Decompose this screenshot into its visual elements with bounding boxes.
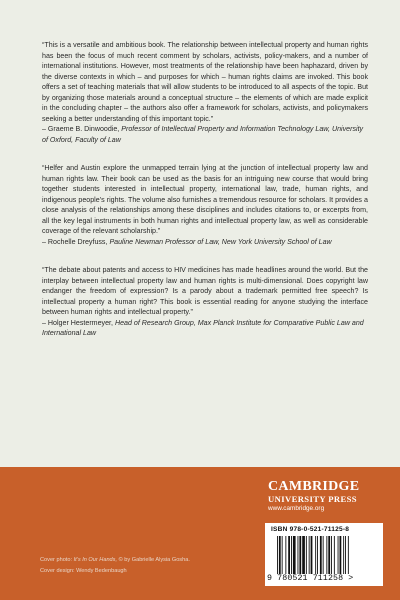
- publisher-name: CAMBRIDGE: [268, 479, 360, 494]
- publisher-subtitle: UNIVERSITY PRESS: [268, 494, 357, 504]
- review-dreyfuss: [42, 163, 368, 247]
- review-quote: “Helfer and Austin explore the unmapped terrain lying at the junction of intellectual property law and human rights law. Their book can be used as the basis for an intriguing new course that would bring together students interested in intellectual property, international law, trade, human rights, and indigenous people’s rights. The volume also furnishes a tremendous resource for scholars. It provides a close analysis of the relationships among these disciplines and includes citations to, or excerpts from, all the key legal instruments in both human rights and intellectual property law, as well as considerable coverage of the relevant scholarship.”: [42, 164, 368, 235]
- review-quote: “The debate about patents and access to HIV medicines has made headlines around the world. But the interplay between intellectual property law and human rights is multi-dimensional. Does copyright law endanger the freedom of expression? Is a parody about a trademark permitted free speech? Is intellectual property a human right? This book is essential reading for anyone studying the interface between human rights and intellectual property.”: [42, 266, 368, 316]
- review-author: – Graeme B. Dinwoodie,: [42, 125, 120, 133]
- review-list: [42, 40, 368, 357]
- cover-credits: [40, 555, 240, 577]
- publisher-logo: [268, 480, 378, 514]
- review-affiliation: Head of Research Group, Max Planck Institute for Comparative Public Law and International Law: [42, 318, 364, 337]
- photo-title: It’s In Our Hands,: [73, 557, 118, 563]
- review-attribution: [42, 124, 368, 145]
- review-author: – Holger Hestermeyer,: [42, 318, 113, 327]
- photo-credit-suffix: © by Gabrielle Alysia Gosha.: [118, 557, 190, 563]
- isbn-label: ISBN 978-0-521-71125-8: [271, 526, 350, 533]
- photo-credit-prefix: Cover photo:: [40, 557, 73, 563]
- publisher-url: www.cambridge.org: [268, 505, 325, 512]
- photo-credit: [40, 555, 240, 566]
- review-quote: “This is a versatile and ambitious book. The relationship between intellectual property and human rights has been the focus of much recent comment by scholars, activists, policy-makers, and a number of international institutions. However, most treatments of the relationship have been haphazard, driven by the diverse contexts in which – and purposes for which – human rights claims are invoked. This book offers a set of teaching materials that will allow students to be introduced to all aspects of the topic. But by organizing those materials around a conceptual structure – the elements of which are made explicit in the concluding chapter – the authors also offer a framework for scholars, activists, and policymakers seeking a better understanding of this important topic.”: [42, 41, 368, 123]
- barcode-panel: [265, 523, 383, 586]
- review-attribution: [42, 237, 368, 248]
- barcode-icon: [277, 536, 377, 574]
- review-hestermeyer: [42, 265, 368, 339]
- review-affiliation: Professor of Intellectual Property and Information Technology Law, University of Oxford, Faculty of Law: [42, 125, 364, 144]
- barcode-digits: 9 780521 711258 >: [267, 574, 354, 583]
- review-author: – Rochelle Dreyfuss,: [42, 237, 108, 246]
- review-attribution: [42, 318, 368, 339]
- review-affiliation: Pauline Newman Professor of Law, New York University School of Law: [109, 237, 332, 246]
- design-credit: Cover design: Wendy Bedenbaugh: [40, 568, 127, 574]
- review-dinwoodie: [42, 40, 368, 145]
